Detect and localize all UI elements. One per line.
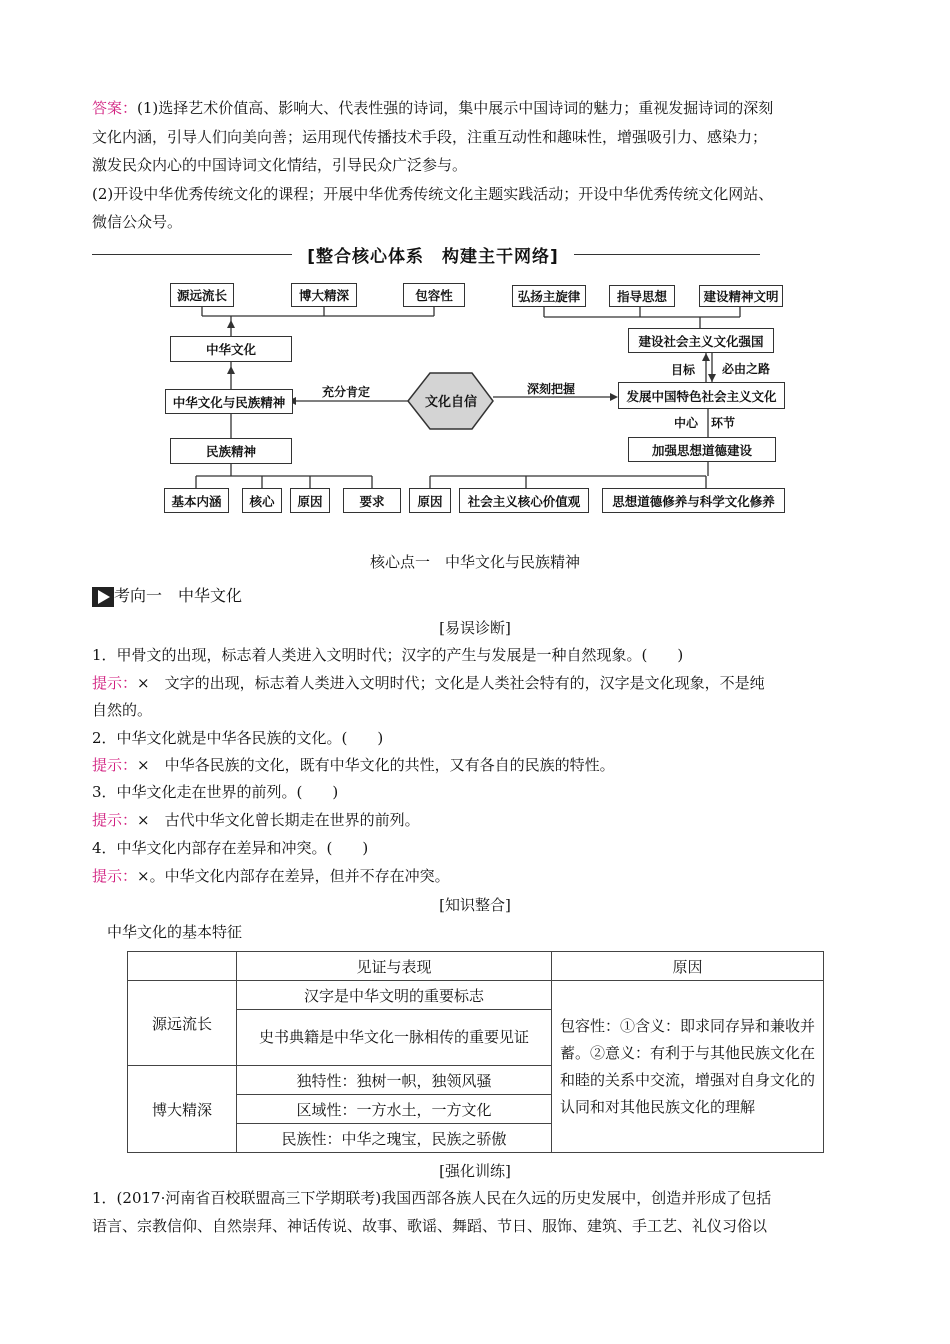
row-yuanyuan: 源远流长 (128, 981, 237, 1066)
box-shehui: 社会主义核心价值观 (459, 488, 589, 513)
answer-line-4: (2)开设中华优秀传统文化的课程；开展中华优秀传统文化主题实践活动；开设中华优秀传统文化网站、 (92, 185, 774, 203)
box-fazhan: 发展中国特色社会主义文化 (618, 382, 785, 409)
label-mubiao: 目标 (671, 363, 696, 377)
hint-3 (92, 810, 862, 830)
box-minzu: 民族精神 (170, 438, 292, 464)
table-corner (128, 952, 237, 981)
label-huanjie: 环节 (711, 416, 736, 430)
zhishi-heading: [知识整合] (439, 896, 511, 914)
box-jianshe: 建设精神文明 (699, 285, 783, 307)
kaoxiang-text: 考向一 中华文化 (114, 586, 243, 605)
question-1: 1．甲骨文的出现，标志着人类进入文明时代；汉字的产生与发展是一种自然现象。( ) (92, 646, 684, 664)
box-hexin: 核心 (242, 488, 282, 513)
box-yuanyuan: 源远流长 (170, 283, 234, 307)
table-header-reason: 原因 (552, 952, 824, 981)
practice-line-1: 1．(2017·河南省百校联盟高三下学期联考)我国西部各族人民在久远的历史发展中，创造并形成了包括 (92, 1189, 772, 1207)
table-header-evidence: 见证与表现 (237, 952, 552, 981)
cell-dute: 独特性：独树一帜，独领风骚 (237, 1066, 552, 1095)
cell-minzu: 民族性：中华之瑰宝，民族之骄傲 (237, 1124, 552, 1153)
practice-line-2: 语言、宗教信仰、自然崇拜、神话传说、故事、歌谣、舞蹈、节日、服饰、建筑、手工艺、礼仪习俗以 (92, 1217, 768, 1235)
label-biyou: 必由之路 (722, 362, 771, 376)
box-hongyang: 弘扬主旋律 (512, 285, 586, 307)
center-label: 文化自信 (424, 395, 477, 410)
cell-reason: 包容性：①含义：即求同存异和兼收并蓄。②意义：有利于与其他民族文化在和睦的关系中交流，增强对自身文化的认同和对其他民族文化的理解 (552, 981, 824, 1153)
box-jiben: 基本内涵 (164, 488, 229, 513)
section-title: 核心点一 中华文化与民族精神 (369, 553, 580, 571)
qianghua-heading: [强化训练] (439, 1162, 511, 1180)
box-zhonghua: 中华文化 (170, 336, 292, 362)
cell-hanzi: 汉字是中华文明的重要标志 (237, 981, 552, 1010)
play-icon (92, 587, 114, 607)
box-yuanyin-left: 原因 (290, 488, 330, 513)
box-zhidao: 指导思想 (609, 285, 675, 307)
box-zhmz: 中华文化与民族精神 (165, 389, 293, 414)
question-4: 4．中华文化内部存在差异和冲突。( ) (92, 839, 369, 857)
hint-text-3: × 古代中华文化曾长期走在世界的前列。 (137, 811, 420, 829)
box-boda: 博大精深 (291, 283, 357, 307)
hint-label-3: 提示： (92, 811, 138, 829)
answer-line-2: 文化内涵，引导人们向美向善；运用现代传播技术手段，注重互动性和趣味性，增强吸引力、感染力； (92, 128, 768, 146)
question-2: 2．中华文化就是中华各民族的文化。( ) (92, 729, 384, 747)
kaoxiang-heading (92, 586, 862, 607)
features-table (127, 951, 824, 1153)
hint-4 (92, 866, 862, 886)
hint-1 (92, 673, 862, 693)
hint-1-cont: 自然的。 (92, 701, 153, 719)
yiwu-heading: [易误诊断] (439, 619, 511, 637)
hint-label-1: 提示： (92, 674, 138, 692)
concept-diagram (0, 0, 950, 540)
answer-line-5: 微信公众号。 (92, 213, 183, 231)
hint-text-2: × 中华各民族的文化，既有中华文化的共性，又有各自的民族的特性。 (137, 756, 615, 774)
hint-text-4: ×。中华文化内部存在差异，但并不存在冲突。 (137, 867, 450, 885)
left-arrow-label: 充分肯定 (322, 385, 371, 399)
hint-label-2: 提示： (92, 756, 138, 774)
cell-quyu: 区域性：一方水土，一方文化 (237, 1095, 552, 1124)
table-caption: 中华文化的基本特征 (107, 923, 243, 941)
hint-2 (92, 755, 862, 775)
row-boda: 博大精深 (128, 1066, 237, 1153)
box-qiangguo: 建设社会主义文化强国 (628, 328, 774, 353)
answer-line-3: 激发民众内心的中国诗词文化情结，引导民众广泛参与。 (92, 156, 468, 174)
box-baorong: 包容性 (403, 283, 465, 307)
cell-shishu: 史书典籍是中华文化一脉相传的重要见证 (237, 1010, 552, 1066)
box-yuanyin-right: 原因 (409, 488, 451, 513)
box-xiuyang: 思想道德修养与科学文化修养 (602, 488, 785, 513)
question-3: 3．中华文化走在世界的前列。( ) (92, 783, 339, 801)
box-sixiang: 加强思想道德建设 (628, 437, 776, 462)
right-arrow-label: 深刻把握 (527, 382, 576, 396)
answer-label: 答案： (92, 99, 138, 117)
hint-text-1: × 文字的出现，标志着人类进入文明时代；文化是人类社会特有的，汉字是文化现象，不是纯 (137, 674, 765, 692)
diagram-connectors (0, 0, 950, 540)
banner-title: [整合核心体系 构建主干网络] (307, 247, 559, 267)
hint-label-4: 提示： (92, 867, 138, 885)
answer-text-1: (1)选择艺术价值高、影响大、代表性强的诗词，集中展示中国诗词的魅力；重视发掘诗词的深刻 (137, 99, 774, 117)
box-yaoqiu: 要求 (343, 488, 401, 513)
label-zhongxin: 中心 (674, 416, 699, 430)
